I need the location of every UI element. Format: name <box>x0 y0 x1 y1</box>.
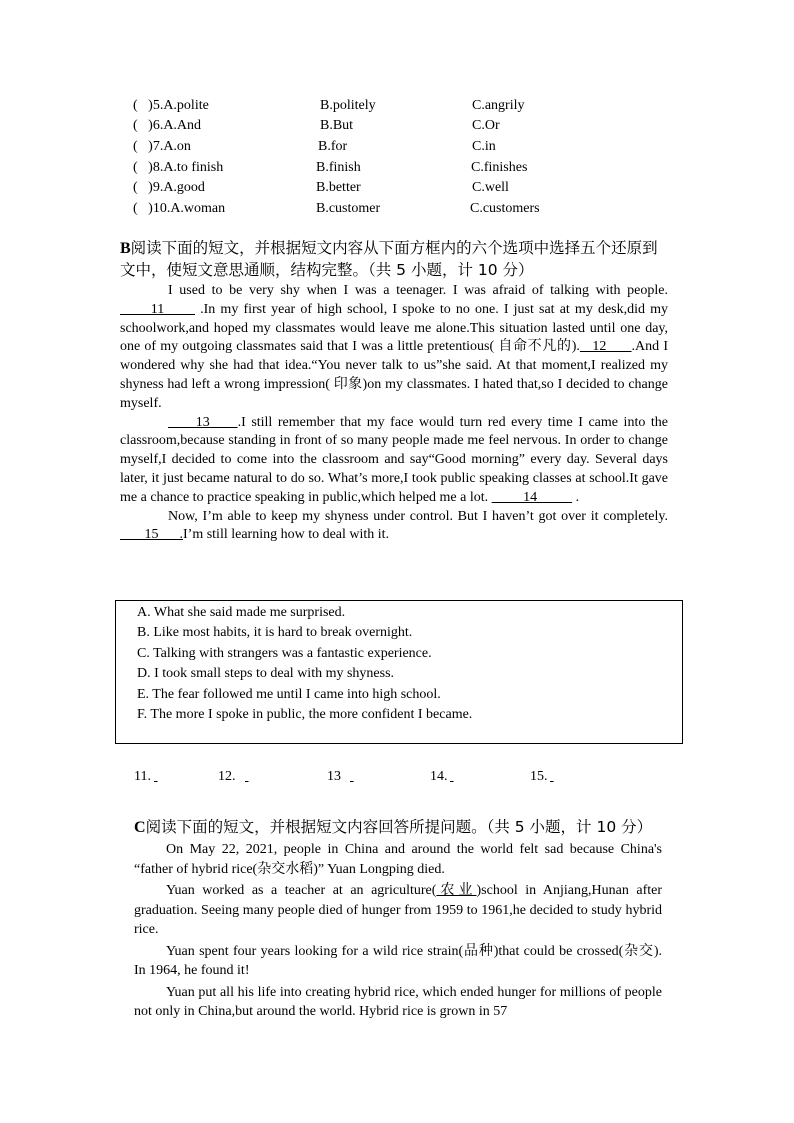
passage-text: Yuan worked as a teacher at an agriculture( <box>166 883 437 898</box>
section-b-heading-line2: 文中，使短文意思通顺，结构完整。（共 5 小题，计 10 分） <box>120 261 534 279</box>
mc-option-b: B.finish <box>316 160 361 175</box>
mc-item-6: ( )6.A.And <box>133 118 202 133</box>
passage-paragraph <box>120 414 668 508</box>
section-b-letter: B <box>120 240 131 257</box>
option-f: F. The more I spoke in public, the more confident I became. <box>137 707 473 722</box>
section-c-heading-text: 阅读下面的短文，并根据短文内容回答所提问题。（共 5 小题，计 10 分） <box>145 818 653 836</box>
passage-text: .And I wondered why she had that idea.“You never talk to us”she said. At that moment,I realized my shyness had left a wrong impression( 印象)on my classmates. I hated that,so I decided to change myself. <box>120 339 668 411</box>
option-c: C. Talking with strangers was a fantastic experience. <box>137 646 432 661</box>
mc-option-b: B.customer <box>316 201 381 216</box>
passage-text: )school in Anjiang,Hunan after graduation. Seeing many people died of hunger from 1959 to 1961,he decided to study hybrid rice. <box>134 883 663 937</box>
mc-option-c: C.well <box>472 180 509 195</box>
section-c-passage <box>134 840 662 1022</box>
option-e: E. The fear followed me until I came into high school. <box>137 687 441 702</box>
section-b-passage <box>120 282 668 545</box>
section-c-letter: C <box>134 819 146 836</box>
passage-text: Now, I’m able to keep my shyness under control. But I haven’t got over it completely. <box>168 508 668 524</box>
option-a: A. What she said made me surprised. <box>137 605 346 620</box>
mc-option-b: B.for <box>318 139 348 154</box>
mc-item-5: ( )5.A.polite <box>133 98 209 113</box>
mc-item-9: ( )9.A.good <box>133 180 205 195</box>
passage-text: .I still remember that my face would turn red every time I came into the classroom,because standing in front of so many people made me feel nervous. In order to change myself,I decided to come into the classroom and say“Good morning” every day. Several days later, it just became natural to do so. What’s more,I took public speaking classes at school.It gave me a chance to practice speaking in public,which helped me a lot. <box>120 414 669 505</box>
mc-option-c: C.in <box>472 139 496 154</box>
passage-text: .In my first year of high school, I spoke to no one. I just sat at my desk,did my schoolwork,and hoped my classmates would leave me alone.This situation lasted until one day, one of my outgoing classmates said that I was a little pretentious( 自命不凡的). <box>120 301 669 355</box>
passage-text: I’m still learning how to deal with it. <box>183 527 390 543</box>
passage-paragraph: On May 22, 2021, people in China and around the world felt sad because China's “father of hybrid rice(杂交水稻)” Yuan Longping died. <box>134 842 662 877</box>
blank-14[interactable]: 14 <box>491 489 573 505</box>
answer-blank-14[interactable] <box>450 768 506 786</box>
answer-label-11: 11. <box>134 769 151 784</box>
answer-label-12: 12. <box>218 769 236 784</box>
mc-option-c: C.finishes <box>471 160 528 175</box>
passage-text: . <box>575 489 580 505</box>
section-b-heading <box>120 238 658 259</box>
mc-item-8: ( )8.A.to finish <box>133 160 224 175</box>
passage-paragraph <box>120 282 668 414</box>
answer-blank-12[interactable] <box>245 768 301 786</box>
option-b: B. Like most habits, it is hard to break overnight. <box>137 625 413 640</box>
passage-paragraph: Yuan put all his life into creating hybrid rice, which ended hunger for millions of people not only in China,but around the world. Hybrid rice is grown in 57 <box>134 984 662 1019</box>
answer-blank-11[interactable] <box>154 768 210 786</box>
answer-blank-13[interactable] <box>350 768 406 786</box>
mc-option-c: C.Or <box>472 118 500 133</box>
answer-blank-15[interactable] <box>550 768 606 786</box>
answer-label-15: 15. <box>530 769 548 784</box>
section-c-heading <box>134 817 652 838</box>
mc-item-7: ( )7.A.on <box>133 139 191 154</box>
underlined-word: 农业 <box>436 883 477 898</box>
answer-label-13: 13 <box>327 769 341 784</box>
mc-item-10: ( )10.A.woman <box>133 201 226 216</box>
blank-11[interactable]: 11 <box>120 301 195 317</box>
blank-15[interactable]: 15 . <box>120 527 183 543</box>
blank-13[interactable]: 13 <box>168 414 238 430</box>
passage-paragraph <box>120 508 668 546</box>
blank-12[interactable]: 12 <box>579 339 632 355</box>
passage-text: I used to be very shy when I was a teenager. I was afraid of talking with people. <box>168 283 668 298</box>
mc-option-b: B.politely <box>320 98 376 113</box>
passage-paragraph: Yuan spent four years looking for a wild rice strain(品种)that could be crossed(杂交). In 1964, he found it! <box>134 943 662 978</box>
passage-paragraph <box>134 881 662 940</box>
mc-option-c: C.angrily <box>472 98 525 113</box>
section-b-heading-line1: 阅读下面的短文，并根据短文内容从下面方框内的六个选项中选择五个还原到 <box>130 239 658 257</box>
mc-option-b: B.But <box>320 118 354 133</box>
answer-label-14: 14. <box>430 769 448 784</box>
mc-option-c: C.customers <box>470 201 540 216</box>
option-d: D. I took small steps to deal with my shyness. <box>137 666 395 681</box>
mc-option-b: B.better <box>316 180 361 195</box>
